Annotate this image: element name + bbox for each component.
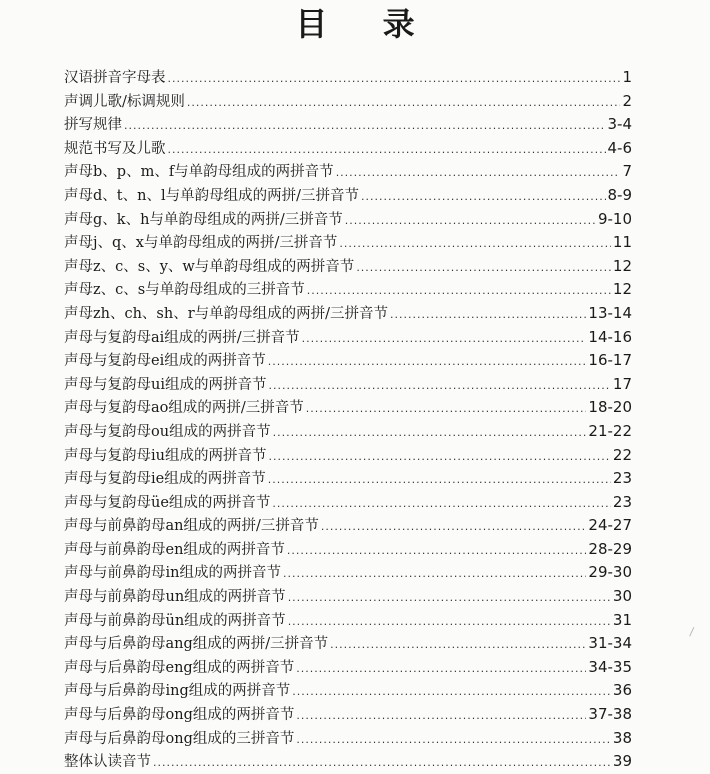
toc-entry-page: 21-22 [588, 421, 632, 440]
toc-entry [64, 278, 632, 302]
toc-entry [64, 585, 632, 609]
toc-entry [64, 208, 632, 232]
toc-entry [64, 703, 632, 727]
toc-entry-page: 3-4 [607, 115, 632, 134]
dot-leader [361, 190, 606, 203]
dot-leader [268, 379, 610, 392]
toc-entry [64, 231, 632, 255]
dot-leader [168, 143, 606, 156]
toc-entry-page: 34-35 [588, 657, 632, 676]
toc-entry-label: 声母z、c、s、y、w与单韵母组成的两拼音节 [64, 258, 355, 275]
toc-entry [64, 561, 632, 585]
toc-entry-label: 整体认读音节 [64, 754, 151, 771]
toc-entry [64, 396, 632, 420]
dot-leader [288, 615, 611, 628]
toc-entry [64, 160, 632, 184]
toc-entry [64, 750, 632, 774]
toc-entry-label: 声母与前鼻韵母un组成的两拼音节 [64, 589, 286, 606]
toc-entry-page: 18-20 [588, 398, 632, 417]
dot-leader [321, 520, 587, 533]
toc-entry-page: 23 [612, 469, 632, 488]
dot-leader [356, 261, 611, 274]
dot-leader [336, 166, 621, 179]
toc-entry-page: 14-16 [588, 327, 632, 346]
scan-speck [689, 627, 700, 639]
toc-entry-label: 声母与后鼻韵母eng组成的两拼音节 [64, 659, 295, 676]
toc-entry-label: 声母d、t、n、l与单韵母组成的两拼/三拼音节 [64, 187, 359, 204]
toc-entry [64, 491, 632, 515]
toc-entry-page: 29-30 [588, 563, 632, 582]
dot-leader [288, 591, 611, 604]
toc-entry [64, 113, 632, 137]
toc-entry-label: 声母z、c、s与单韵母组成的三拼音节 [64, 282, 305, 299]
toc-entry-page: 11 [612, 233, 632, 252]
toc-entry-label: 声母与复韵母üe组成的两拼音节 [64, 494, 271, 511]
toc-entry-page: 16-17 [588, 351, 632, 370]
toc-entry-label: 声母与前鼻韵母en组成的两拼音节 [64, 541, 285, 558]
toc-entry-page: 9-10 [597, 209, 632, 228]
toc-entry [64, 326, 632, 350]
toc-entry [64, 255, 632, 279]
dot-leader [268, 355, 587, 368]
toc-entry-label: 声母j、q、x与单韵母组成的两拼/三拼音节 [64, 235, 338, 252]
toc-entry-page: 31 [612, 610, 632, 629]
dot-leader [124, 119, 606, 132]
dot-leader [292, 685, 611, 698]
toc-entry-page: 17 [612, 374, 632, 393]
toc-entry-label: 声母与复韵母ao组成的两拼/三拼音节 [64, 400, 304, 417]
dot-leader [306, 402, 587, 415]
dot-leader [296, 733, 611, 746]
toc-entry [64, 420, 632, 444]
toc-entry-page: 4-6 [607, 138, 632, 157]
toc-entry-page: 39 [612, 752, 632, 771]
dot-leader [345, 214, 596, 227]
dot-leader [307, 284, 611, 297]
toc-entry-page: 22 [612, 445, 632, 464]
toc-entry-page: 2 [622, 91, 632, 110]
toc-entry-label: 声母与前鼻韵母an组成的两拼/三拼音节 [64, 518, 319, 535]
toc-entry-label: 规范书写及儿歌 [64, 140, 166, 157]
dot-leader [390, 308, 586, 321]
toc-entry [64, 90, 632, 114]
toc-entry-page: 12 [612, 280, 632, 299]
dot-leader [330, 638, 586, 651]
toc-entry-label: 声母与前鼻韵母in组成的两拼音节 [64, 565, 281, 582]
dot-leader [296, 662, 586, 675]
toc-entry-label: 声母与复韵母ei组成的两拼音节 [64, 353, 266, 370]
dot-leader [268, 450, 610, 463]
toc-entry-page: 13-14 [588, 303, 632, 322]
toc-entry-label: 声母与复韵母ai组成的两拼/三拼音节 [64, 329, 300, 346]
dot-leader [287, 544, 586, 557]
toc-entry-label: 汉语拼音字母表 [64, 70, 166, 86]
toc-entry-page: 23 [612, 492, 632, 511]
toc-entry-page: 28-29 [588, 539, 632, 558]
toc-entry-page: 31-34 [588, 634, 632, 653]
dot-leader [273, 426, 587, 439]
toc-entry-label: 声母与复韵母ou组成的两拼音节 [64, 423, 271, 440]
dot-leader [268, 473, 611, 486]
toc-entry-label: 声母与后鼻韵母ing组成的两拼音节 [64, 683, 291, 700]
toc-entry [64, 609, 632, 633]
toc-entry [64, 538, 632, 562]
toc-entry-page: 8-9 [607, 185, 632, 204]
toc-entry [64, 514, 632, 538]
toc-entry [64, 467, 632, 491]
toc-entry-label: 声母与复韵母iu组成的两拼音节 [64, 447, 267, 464]
toc-entry-page: 38 [612, 728, 632, 747]
toc-entry-label: 声母g、k、h与单韵母组成的两拼/三拼音节 [64, 211, 343, 228]
toc-entry [64, 679, 632, 703]
dot-leader [187, 96, 621, 109]
toc-entry-label: 声母b、p、m、f与单韵母组成的两拼音节 [64, 164, 334, 181]
dot-leader [153, 756, 611, 769]
toc-entry-page: 1 [622, 68, 632, 86]
toc-entry [64, 444, 632, 468]
toc-entry [64, 373, 632, 397]
toc-entry-page: 37-38 [588, 705, 632, 724]
toc-entry-page: 30 [612, 587, 632, 606]
toc-entry [64, 302, 632, 326]
toc-entry-label: 声母与前鼻韵母ün组成的两拼音节 [64, 612, 286, 629]
toc-entry-page: 7 [622, 162, 632, 181]
toc-entry-label: 声母与复韵母ui组成的两拼音节 [64, 376, 267, 393]
dot-leader [272, 497, 610, 510]
dot-leader [302, 332, 587, 345]
toc-entry-page: 36 [612, 681, 632, 700]
toc-entry-label: 拼写规律 [64, 117, 122, 134]
dot-leader [168, 72, 621, 85]
toc-entry-label: 声母与后鼻韵母ong组成的两拼音节 [64, 707, 295, 724]
toc-entry-label: 声母zh、ch、sh、r与单韵母组成的两拼/三拼音节 [64, 305, 389, 322]
toc-entry [64, 66, 632, 90]
toc-entry-label: 声母与后鼻韵母ang组成的两拼/三拼音节 [64, 636, 329, 653]
toc-entry-page: 24-27 [588, 516, 632, 535]
toc-entry-label: 声母与复韵母ie组成的两拼音节 [64, 471, 266, 488]
toc-entry-page: 12 [612, 256, 632, 275]
toc-entry [64, 349, 632, 373]
toc-entry [64, 184, 632, 208]
toc-entry-label: 声调儿歌/标调规则 [64, 93, 185, 110]
table-of-contents [64, 66, 632, 774]
toc-entry [64, 727, 632, 751]
toc-entry [64, 632, 632, 656]
dot-leader [339, 237, 611, 250]
dot-leader [283, 567, 586, 580]
toc-entry [64, 656, 632, 680]
toc-entry [64, 137, 632, 161]
toc-entry-label: 声母与后鼻韵母ong组成的三拼音节 [64, 730, 295, 747]
dot-leader [296, 709, 586, 722]
page-title: 目 录 [295, 5, 437, 43]
